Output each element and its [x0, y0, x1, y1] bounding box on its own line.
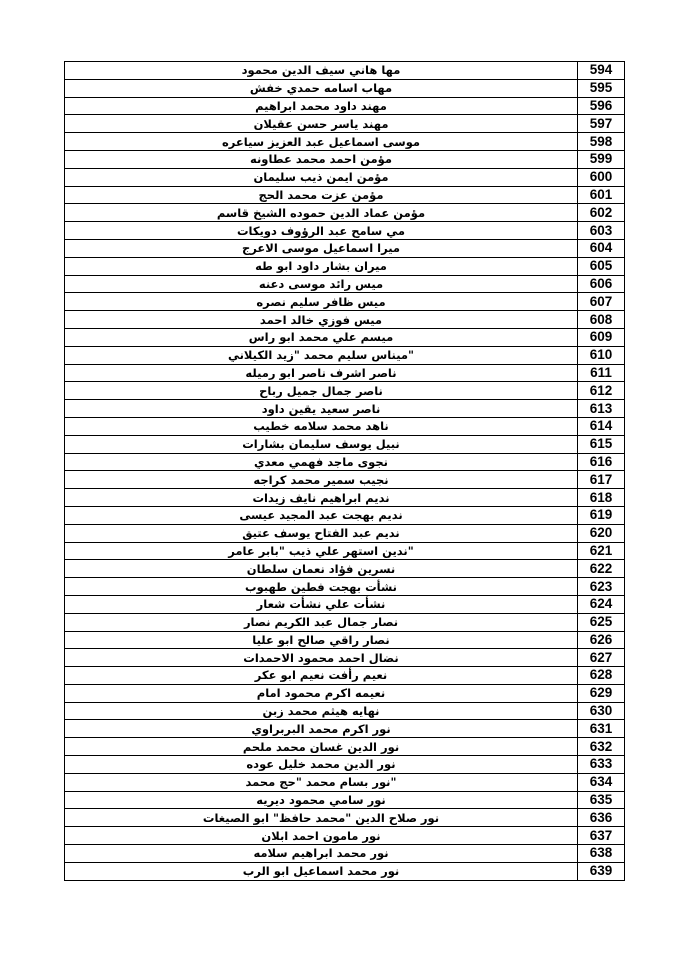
table-row: [65, 667, 625, 685]
number-cell: 607: [578, 293, 625, 311]
table-row: [65, 150, 625, 168]
name-cell: نصار راقي صالح ابو عليا: [65, 631, 578, 649]
name-cell: نعيمه اكرم محمود امام: [65, 684, 578, 702]
number-cell: 619: [578, 506, 625, 524]
number-cell: 596: [578, 97, 625, 115]
name-cell: مؤمن احمد محمد عطاونه: [65, 150, 578, 168]
number-cell: 639: [578, 862, 625, 880]
name-cell: نهايه هيثم محمد زبن: [65, 702, 578, 720]
table-row: [65, 346, 625, 364]
name-cell: ناصر جمال جميل رباح: [65, 382, 578, 400]
table-row: [65, 720, 625, 738]
name-cell: "ندين استهر علي ذيب "بابر عامر: [65, 542, 578, 560]
table-row: [65, 239, 625, 257]
name-cell: نديم ابراهيم نايف زيدات: [65, 489, 578, 507]
name-cell: نعيم رأفت نعيم ابو عكر: [65, 667, 578, 685]
number-cell: 606: [578, 275, 625, 293]
table-row: [65, 115, 625, 133]
name-cell: نصار جمال عبد الكريم نصار: [65, 613, 578, 631]
number-cell: 613: [578, 400, 625, 418]
table-row: [65, 845, 625, 863]
name-cell: ميران بشار داود ابو طه: [65, 257, 578, 275]
table-row: [65, 506, 625, 524]
table-row: [65, 542, 625, 560]
name-cell: "ميناس سليم محمد "زيد الكيلاني: [65, 346, 578, 364]
name-cell: نور الدين غسان محمد ملحم: [65, 738, 578, 756]
table-row: [65, 827, 625, 845]
number-cell: 630: [578, 702, 625, 720]
table-row: [65, 756, 625, 774]
table-row: [65, 79, 625, 97]
name-cell: نبيل يوسف سليمان بشارات: [65, 435, 578, 453]
name-cell: ميس فوزي خالد احمد: [65, 311, 578, 329]
table-row: [65, 595, 625, 613]
table-row: [65, 862, 625, 880]
number-cell: 601: [578, 186, 625, 204]
number-cell: 594: [578, 62, 625, 80]
name-cell: نور مامون احمد ابلان: [65, 827, 578, 845]
number-cell: 612: [578, 382, 625, 400]
number-cell: 632: [578, 738, 625, 756]
number-cell: 608: [578, 311, 625, 329]
number-cell: 629: [578, 684, 625, 702]
name-cell: موسى اسماعيل عبد العزيز سياعره: [65, 133, 578, 151]
table-row: [65, 773, 625, 791]
number-cell: 611: [578, 364, 625, 382]
number-cell: 614: [578, 417, 625, 435]
names-table-body: [65, 62, 625, 881]
number-cell: 598: [578, 133, 625, 151]
name-cell: نشأت علي نشأت شعار: [65, 595, 578, 613]
number-cell: 595: [578, 79, 625, 97]
table-row: [65, 435, 625, 453]
name-cell: نور محمد اسماعيل ابو الرب: [65, 862, 578, 880]
number-cell: 616: [578, 453, 625, 471]
number-cell: 605: [578, 257, 625, 275]
number-cell: 621: [578, 542, 625, 560]
name-cell: نجوى ماجد فهمي معدي: [65, 453, 578, 471]
table-row: [65, 649, 625, 667]
name-cell: مهند ياسر حسن عقيلان: [65, 115, 578, 133]
table-row: [65, 204, 625, 222]
number-cell: 638: [578, 845, 625, 863]
number-cell: 628: [578, 667, 625, 685]
name-cell: مؤمن عماد الدين حموده الشيخ قاسم: [65, 204, 578, 222]
name-cell: "نور بسام محمد "حج محمد: [65, 773, 578, 791]
name-cell: مهند داود محمد ابراهيم: [65, 97, 578, 115]
table-row: [65, 489, 625, 507]
number-cell: 633: [578, 756, 625, 774]
name-cell: نور الدين محمد خليل عوده: [65, 756, 578, 774]
table-row: [65, 186, 625, 204]
number-cell: 618: [578, 489, 625, 507]
number-cell: 597: [578, 115, 625, 133]
table-row: [65, 578, 625, 596]
table-row: [65, 560, 625, 578]
number-cell: 617: [578, 471, 625, 489]
name-cell: نور سامي محمود ديريه: [65, 791, 578, 809]
name-cell: مؤمن ايمن ذيب سليمان: [65, 168, 578, 186]
number-cell: 625: [578, 613, 625, 631]
table-row: [65, 684, 625, 702]
table-row: [65, 613, 625, 631]
number-cell: 626: [578, 631, 625, 649]
table-row: [65, 293, 625, 311]
number-cell: 615: [578, 435, 625, 453]
name-cell: مها هاني سيف الدين محمود: [65, 62, 578, 80]
number-cell: 610: [578, 346, 625, 364]
number-cell: 635: [578, 791, 625, 809]
name-cell: مهاب اسامه حمدي خفش: [65, 79, 578, 97]
table-row: [65, 328, 625, 346]
number-cell: 634: [578, 773, 625, 791]
table-row: [65, 791, 625, 809]
name-cell: نجيب سمير محمد كراجه: [65, 471, 578, 489]
table-row: [65, 311, 625, 329]
number-cell: 624: [578, 595, 625, 613]
table-row: [65, 809, 625, 827]
number-cell: 603: [578, 222, 625, 240]
name-cell: ناصر سعيد يقين داود: [65, 400, 578, 418]
table-row: [65, 631, 625, 649]
number-cell: 622: [578, 560, 625, 578]
names-table: [64, 61, 625, 881]
number-cell: 602: [578, 204, 625, 222]
table-row: [65, 524, 625, 542]
number-cell: 627: [578, 649, 625, 667]
name-cell: نشأت بهجت فطين طهبوب: [65, 578, 578, 596]
name-cell: نضال احمد محمود الاحمدات: [65, 649, 578, 667]
number-cell: 637: [578, 827, 625, 845]
name-cell: ناهد محمد سلامه خطيب: [65, 417, 578, 435]
table-row: [65, 382, 625, 400]
number-cell: 599: [578, 150, 625, 168]
table-row: [65, 133, 625, 151]
name-cell: ميرا اسماعيل موسى الاعرج: [65, 239, 578, 257]
number-cell: 600: [578, 168, 625, 186]
table-row: [65, 400, 625, 418]
table-row: [65, 417, 625, 435]
name-cell: ميس ظافر سليم نصره: [65, 293, 578, 311]
name-cell: نور اكرم محمد البربراوي: [65, 720, 578, 738]
name-cell: ناصر اشرف ناصر ابو رميله: [65, 364, 578, 382]
table-row: [65, 62, 625, 80]
name-cell: نور محمد ابراهيم سلامه: [65, 845, 578, 863]
number-cell: 636: [578, 809, 625, 827]
number-cell: 631: [578, 720, 625, 738]
number-cell: 609: [578, 328, 625, 346]
name-cell: نسرين فؤاد نعمان سلطان: [65, 560, 578, 578]
name-cell: مي سامح عبد الرؤوف دويكات: [65, 222, 578, 240]
table-row: [65, 168, 625, 186]
name-cell: ميس رائد موسى دعنه: [65, 275, 578, 293]
table-row: [65, 97, 625, 115]
number-cell: 604: [578, 239, 625, 257]
name-cell: نديم بهجت عبد المجيد عيسى: [65, 506, 578, 524]
table-row: [65, 702, 625, 720]
name-cell: نديم عبد الفتاح يوسف عتيق: [65, 524, 578, 542]
name-cell: مؤمن عزت محمد الحج: [65, 186, 578, 204]
number-cell: 620: [578, 524, 625, 542]
name-cell: نور صلاح الدين "محمد حافظ" ابو الصيغات: [65, 809, 578, 827]
number-cell: 623: [578, 578, 625, 596]
table-row: [65, 222, 625, 240]
table-row: [65, 738, 625, 756]
table-row: [65, 471, 625, 489]
table-row: [65, 275, 625, 293]
table-row: [65, 453, 625, 471]
name-cell: ميسم علي محمد ابو راس: [65, 328, 578, 346]
table-row: [65, 364, 625, 382]
table-row: [65, 257, 625, 275]
